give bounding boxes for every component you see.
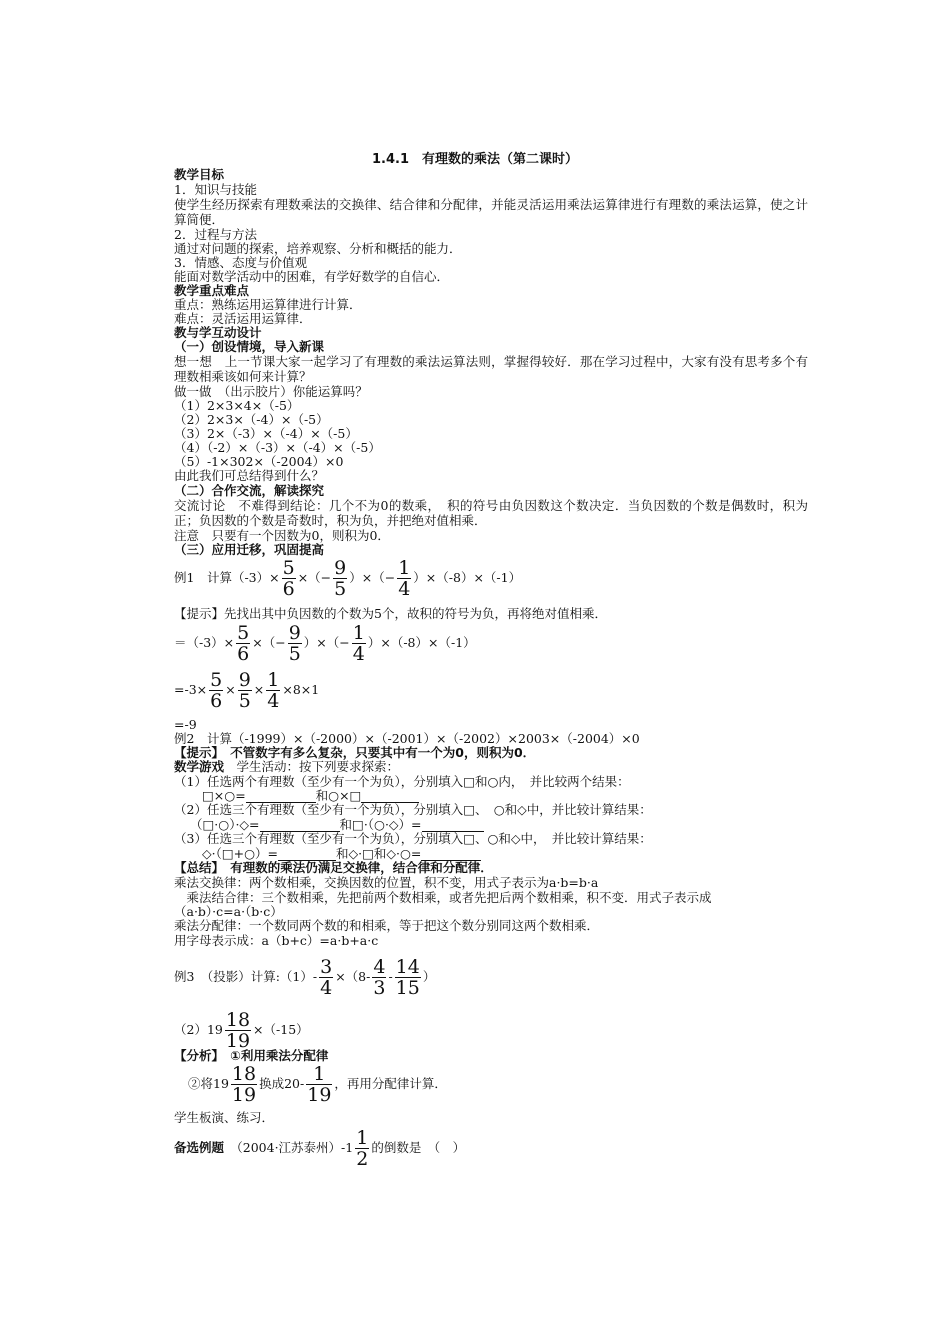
section-heading: （一）创设情境，导入新课 [174,339,325,354]
fraction: $\frac{1}{4}$ [352,622,365,665]
fraction: $\frac{4}{3}$ [373,956,386,999]
problem-line: （5）-1×302×（-2004）×0 [174,454,344,469]
fraction: $\frac{18}{19}$ [231,1063,257,1106]
fraction: $\frac{18}{19}$ [225,1009,251,1052]
discussion-paragraph: 交流讨论 不难得到结论：几个不为0的数乘， 积的符号由负因数这个数决定．当负因数的个数是偶数时，积为正；负因数的个数是奇数时，积为负，并把绝对值相乘． [174,498,808,528]
law-line: 乘法结合律：三个数相乘，先把前两个数相乘，或者先把后两个数相乘，积不变．用式子表示成 [174,890,712,905]
law-line: 用字母表示成：a（b+c）=a·b+a·c [174,933,379,948]
key-line: 难点：灵活运用运算律． [174,311,312,326]
goals-line: 通过对问题的探索，培养观察、分析和概括的能力． [174,241,462,256]
goals-line: 1．知识与技能 [174,182,257,197]
law-line: （a·b）·c=a·（b·c） [174,904,283,919]
doit-line: 做一做 （出示胶片）你能运算吗？ [174,384,368,399]
section-heading: （三）应用迁移，巩固提高 [174,542,325,557]
spare-heading: 备选例题 [174,1140,225,1155]
example-2-line: 例2 计算（-1999）×（-2000）×（-2001）×（-2002）×2003×（-2004）×0 [174,731,640,746]
board-line: 学生板演、练习． [174,1110,275,1125]
key-heading: 教学重点难点 [174,283,250,298]
fraction: $\frac{14}{15}$ [395,956,420,999]
fraction: $\frac{5}{6}$ [237,622,250,665]
section-heading: （二）合作交流，解读探究 [174,483,325,498]
game-item: （1）任选两个有理数（至少有一个为负），分别填入□和○内， 并比较两个结果： [174,774,630,789]
solution-line: =-3× $\frac{5}{6}$ × $\frac{9}{5}$ × $\frac{1}{4}$ ×8×1 [174,669,320,712]
game-line: 数学游戏 学生活动：按下列要求探索： [174,759,400,774]
problem-line: （1）2×3×4×（-5） [174,398,300,413]
game-heading: 数学游戏 [174,759,225,774]
math-text: 例1 计算（-3）× [174,570,280,585]
design-heading: 教与学互动设计 [174,325,262,340]
game-item: （2）任选三个有理数（至少有一个为负），分别填入□、 ○和◇中，并比较计算结果： [174,802,652,817]
game-item: （3）任选三个有理数（至少有一个为负），分别填入□、○和◇中， 并比较计算结果： [174,831,652,846]
game-blanks: （□·○）·◇= 和□·（○·◇）= [190,817,484,832]
problem-line: （2）2×3×（-4）×（-5） [174,412,329,427]
game-blanks: ◇·（□+○）= 和◇·□和◇·○= [202,846,481,861]
example-3-line: 例3 （投影）计算:（1）- $\frac{3}{4}$ ×（8- $\frac{4}{3}$ - $\frac{14}{15}$ ） [174,956,436,999]
math-text: ）×（-8）×（-1） [413,570,522,585]
note-line: 注意 只要有一个因数为0，则积为0． [174,528,390,543]
example-3-part-2: （2）19 $\frac{18}{19}$ ×（-15） [174,1009,309,1052]
page-title: 1.4.1 有理数的乘法（第二课时） [371,152,578,167]
goals-paragraph: 使学生经历探索有理数乘法的交换律、结合律和分配律，并能灵活运用乘法运算律进行有理数的乘法运算，使之计算简便． [174,197,808,227]
fraction: $\frac{5}{6}$ [210,669,223,712]
result-line: =-9 [174,717,197,732]
fraction: $\frac{3}{4}$ [320,956,333,999]
fraction: $\frac{9}{5}$ [334,557,347,600]
math-text: ×（− [297,570,332,585]
fraction: $\frac{1}{4}$ [398,557,411,600]
goals-heading: 教学目标 [174,167,225,182]
law-line: 乘法分配律：一个数同两个数的和相乘，等于把这个数分别同这两个数相乘． [174,918,600,933]
goals-line: 3．情感、态度与价值观 [174,255,307,270]
fraction: $\frac{9}{5}$ [288,622,301,665]
analysis-line: ②将19 $\frac{18}{19}$ 换成20- $\frac{1}{19}$ ，再用分配律计算． [188,1063,447,1106]
fraction: $\frac{1}{19}$ [307,1063,332,1106]
fraction: $\frac{5}{6}$ [282,557,295,600]
spare-example-line: 备选例题 （2004·江苏泰州）-1 $\frac{1}{2}$ 的倒数是 （ ） [174,1127,466,1170]
example-1-line [174,558,521,599]
goals-line: 能面对数学活动中的困难，有学好数学的自信心． [174,269,450,284]
problem-line: （4）（-2）×（-3）×（-4）×（-5） [174,440,381,455]
question-line: 由此我们可总结得到什么？ [174,468,325,483]
fraction: $\frac{9}{5}$ [238,669,251,712]
game-blanks: □×○= 和○×□ [202,788,419,803]
hint-line: 【提示】 不管数字有多么复杂，只要其中有一个为0，则积为0． [174,745,536,760]
key-line: 重点：熟练运用运算律进行计算． [174,297,362,312]
law-line: 乘法交换律：两个数相乘，交换因数的位置，积不变，用式子表示为a·b=b·a [174,875,599,890]
analysis-line: 【分析】 ①利用乘法分配律 [174,1048,329,1063]
fraction: $\frac{1}{2}$ [356,1127,369,1170]
fraction: $\frac{1}{4}$ [267,669,280,712]
math-text: ）×（− [349,570,396,585]
goals-line: 2．过程与方法 [174,227,257,242]
solution-line: ＝（-3）× $\frac{5}{6}$ ×（− $\frac{9}{5}$ ）×（− $\frac{1}{4}$ ）×（-8）×（-1） [174,622,476,665]
problem-line: （3）2×（-3）×（-4）×（-5） [174,426,358,441]
hint-line: 【提示】先找出其中负因数的个数为5个，故积的符号为负，再将绝对值相乘． [174,606,607,621]
think-paragraph: 想一想 上一节课大家一起学习了有理数的乘法运算法则，掌握得较好．那在学习过程中，大家有没有思考多个有理数相乘该如何来计算？ [174,354,808,384]
summary-line: 【总结】 有理数的乘法仍满足交换律，结合律和分配律． [174,860,493,875]
